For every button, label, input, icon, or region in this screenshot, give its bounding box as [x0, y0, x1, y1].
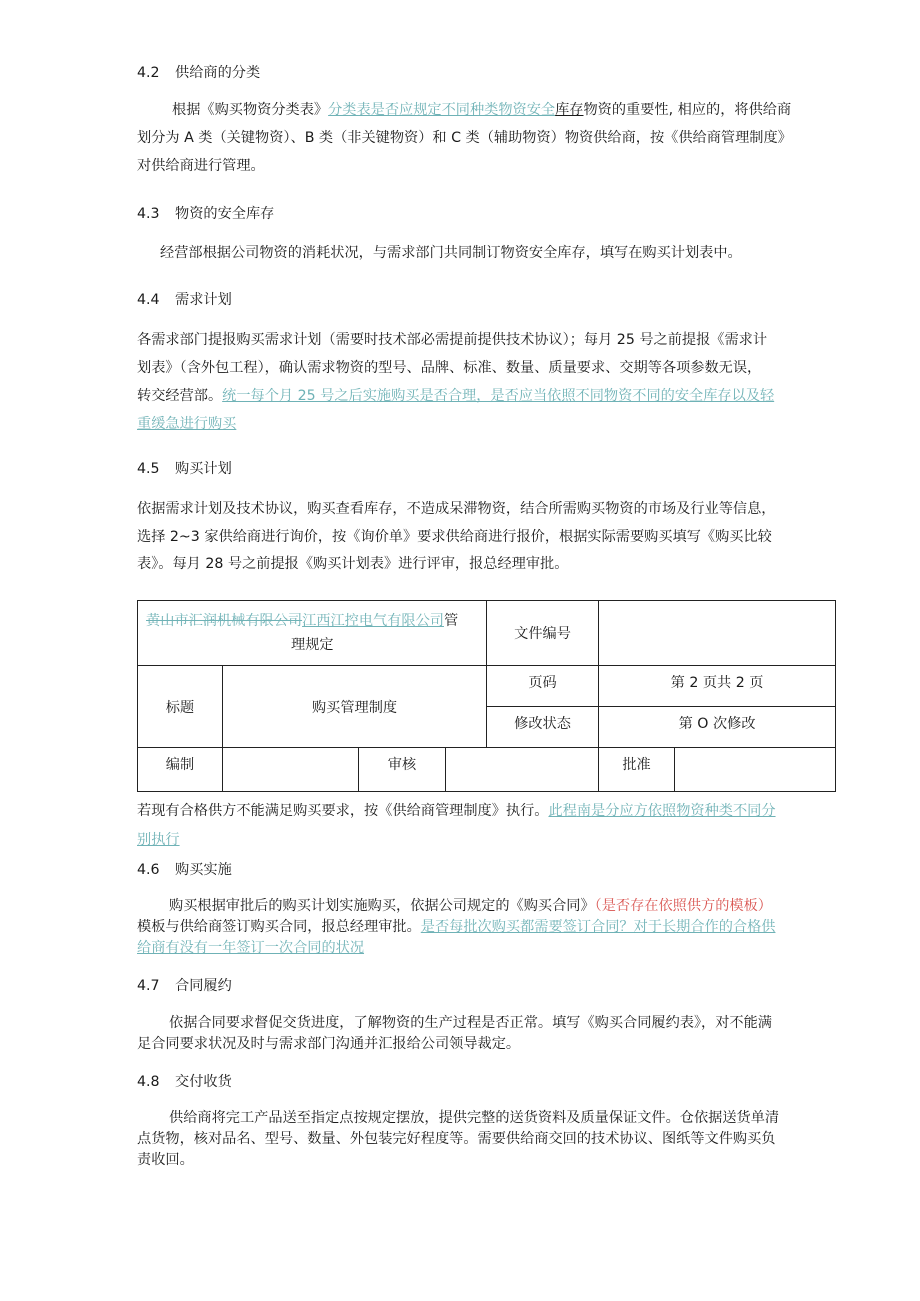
company-name: 江西江控电气有限公司	[302, 613, 444, 629]
paragraph-line: 各需求部门提报购买需求计划（需要时技术部必需提前提供技术协议）；每月 25 号之前提报《需求计	[137, 332, 768, 348]
document-header-table	[137, 600, 836, 792]
section-heading-4-4	[137, 293, 232, 307]
doc-number-value	[599, 601, 836, 666]
deleted-company-name: 黄山市汇润机械有限公司	[146, 613, 303, 629]
text: 理规定	[291, 637, 334, 653]
text: 模板与供给商签订购买合同，报总经理审批。	[137, 919, 421, 935]
doc-number-label: 文件编号	[487, 601, 599, 666]
section-title: 供给商的分类	[175, 65, 261, 81]
paragraph-line	[137, 920, 775, 934]
paragraph-line	[172, 103, 791, 117]
paragraph-line: 点货物，核对品名、型号、数量、外包装完好程度等。需要供给商交回的技术协议、图纸等文件购买负	[137, 1131, 776, 1147]
revision-comment: 给商有没有一年签订一次合同的状况	[137, 940, 365, 956]
review-value	[446, 748, 599, 792]
revision-comment: 是分应方依	[591, 803, 662, 819]
paragraph-line: 足合同要求状况及时与需求部门沟通并汇报给公司领导裁定。	[137, 1036, 521, 1052]
revision-comment: 分类表是否应规定不同种类物资安全	[328, 102, 556, 118]
text: 购买根据审批后的购买计划实施购买，依据公司规定的《购买合同》	[169, 898, 595, 914]
section-heading-4-5	[137, 462, 232, 476]
section-title: 交付收货	[175, 1074, 232, 1090]
section-title: 购买实施	[175, 862, 232, 878]
section-heading-4-7	[137, 979, 232, 993]
revision-comment: 南	[576, 803, 592, 819]
page-value: 第 2 页共 2 页	[599, 666, 836, 707]
section-number: 4.4	[137, 292, 160, 308]
section-title: 需求计划	[175, 292, 232, 308]
paragraph-line	[137, 389, 774, 403]
text: 库存	[555, 102, 584, 118]
paragraph-line: 依据合同要求督促交货进度，了解物资的生产过程是否正常。填写《购买合同履约表》，对不能满	[169, 1015, 772, 1031]
paragraph-line: 供给商将完工产品送至指定点按规定摆放，提供完整的送货资料及质量保证文件。仓依据送货单清	[169, 1110, 780, 1126]
revision-value: 第 O 次修改	[599, 707, 836, 748]
approve-label: 批准	[599, 748, 675, 792]
revision-comment: 资种类不同分	[690, 803, 776, 819]
revision-comment: 照	[662, 803, 677, 819]
paragraph-line: 依据需求计划及技术协议，购买查看库存，不造成呆滞物资，结合所需购买物资的市场及行业等信息，	[137, 501, 776, 517]
title-label: 标题	[138, 666, 223, 748]
review-label: 审核	[359, 748, 446, 792]
paragraph-line: 表》。每月 28 号之前提报《购买计划表》进行评审，报总经理审批。	[137, 556, 569, 572]
section-number: 4.7	[137, 978, 160, 994]
revision-label: 修改状态	[487, 707, 599, 748]
section-number: 4.5	[137, 461, 160, 477]
paragraph-line: 经营部根据公司物资的消耗状况，与需求部门共同制订物资安全库存，填写在购买计划表中。	[160, 245, 742, 261]
text: 根据《购买物资分类表》	[172, 102, 329, 118]
prepared-value	[223, 748, 359, 792]
section-title: 物资的安全库存	[175, 206, 275, 222]
section-heading-4-2	[137, 66, 260, 80]
revision-comment: 此程	[548, 803, 577, 819]
paragraph-line	[137, 804, 776, 818]
revision-comment: 是否每批次购买都需要签订合同？对于长期合作的合格供	[420, 919, 776, 935]
text: 物资的重要性, 相应的，将供给商	[583, 102, 792, 118]
revision-comment: 统一每个月 25 号之后实施购买是否合理，是否应当依照不同物资不同的安全库存以及轻	[222, 388, 775, 404]
section-title: 购买计划	[175, 461, 232, 477]
paragraph-line: 对供给商进行管理。	[137, 158, 265, 174]
paragraph-line: 责收回。	[137, 1152, 194, 1168]
section-title: 合同履约	[175, 978, 232, 994]
section-number: 4.8	[137, 1074, 160, 1090]
revision-comment: 重缓急进行购买	[137, 416, 237, 432]
revision-comment: 别执行	[137, 832, 180, 848]
text: 管	[443, 613, 459, 629]
paragraph-line: 选择 2~3 家供给商进行询价，按《询价单》要求供给商进行报价，根据实际需要购买填写《购买比较	[137, 529, 772, 545]
approve-value	[675, 748, 836, 792]
revision-comment: 物	[676, 803, 691, 819]
section-heading-4-6	[137, 863, 232, 877]
section-heading-4-3	[137, 207, 274, 221]
section-number: 4.2	[137, 65, 160, 81]
prepared-label: 编制	[138, 748, 223, 792]
paragraph-line: 划表》（含外包工程），确认需求物资的型号、品牌、标准、数量、质量要求、交期等各项参数无误，	[137, 360, 762, 376]
paragraph-line	[169, 899, 772, 913]
section-heading-4-8	[137, 1075, 232, 1089]
section-number: 4.6	[137, 862, 160, 878]
text: 若现有合格供方不能满足购买要求，按《供给商管理制度》执行。	[137, 803, 549, 819]
title-value: 购买管理制度	[223, 666, 487, 748]
section-number: 4.3	[137, 206, 160, 222]
paragraph-line: 划分为 A 类（关键物资）、B 类（非关键物资）和 C 类（辅助物资）物资供给商，按《供给商管理制度》	[137, 130, 792, 146]
revision-comment: （是否存在依照供方的模板）	[594, 898, 772, 914]
company-cell	[138, 601, 487, 666]
page-label: 页码	[487, 666, 599, 707]
text: 转交经营部。	[137, 388, 223, 404]
